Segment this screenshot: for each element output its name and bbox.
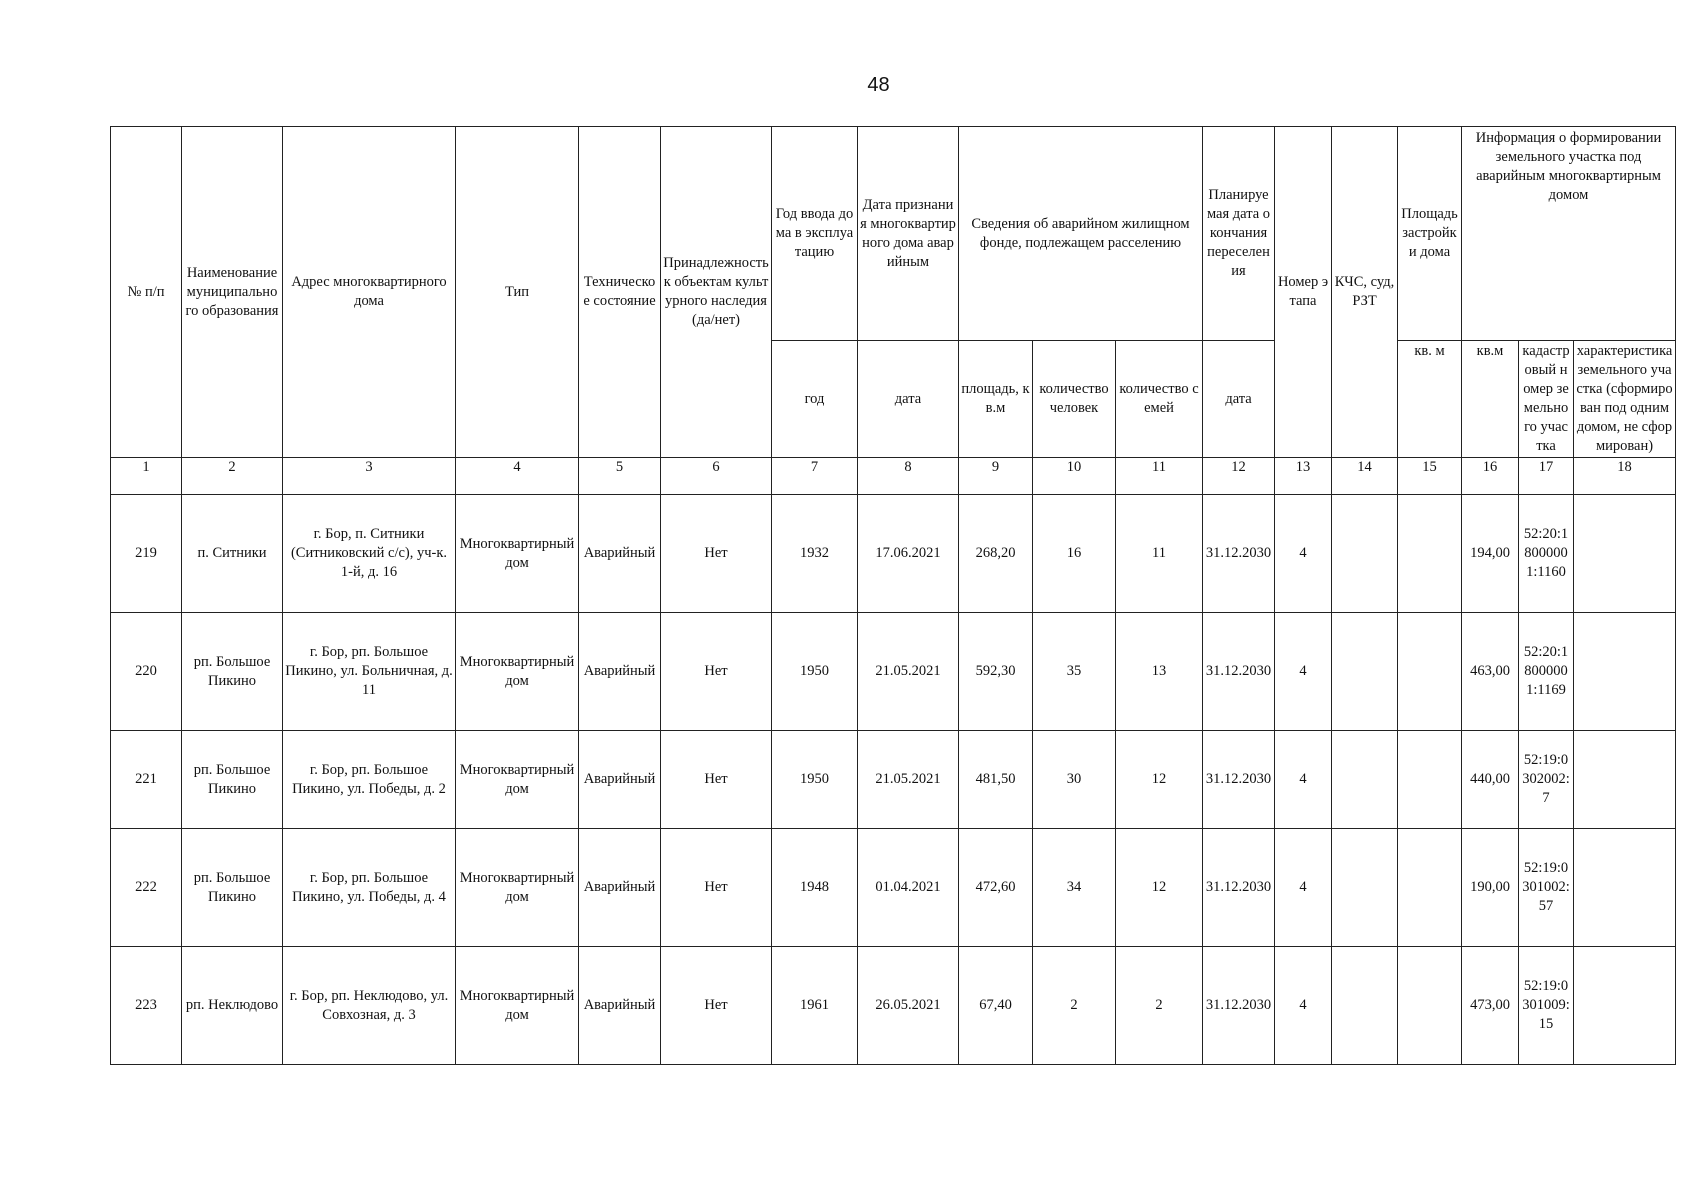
cell-technical-state: Аварийный <box>579 731 661 829</box>
cell-heritage: Нет <box>661 829 772 947</box>
cell-area: 268,20 <box>959 495 1033 613</box>
cell-cadastral-number: 52:20:18000001:1169 <box>1519 613 1574 731</box>
column-number: 11 <box>1116 458 1203 495</box>
cell-families: 2 <box>1116 947 1203 1065</box>
column-number: 3 <box>283 458 456 495</box>
header-technical-state: Техническое состояние <box>579 127 661 458</box>
cell-commission-year: 1948 <box>772 829 858 947</box>
cell-row-number: 222 <box>111 829 182 947</box>
cell-municipality: рп. Большое Пикино <box>182 829 283 947</box>
cell-end-date: 31.12.2030 <box>1203 947 1275 1065</box>
cell-families: 12 <box>1116 829 1203 947</box>
cell-address: г. Бор, рп. Большое Пикино, ул. Победы, д. 2 <box>283 731 456 829</box>
subheader-building-area-unit: кв. м <box>1398 341 1462 458</box>
cell-recognition-date: 01.04.2021 <box>858 829 959 947</box>
subheader-people: количество человек <box>1033 341 1116 458</box>
column-number: 7 <box>772 458 858 495</box>
cell-heritage: Нет <box>661 495 772 613</box>
page-number: 48 <box>867 74 890 96</box>
cell-families: 13 <box>1116 613 1203 731</box>
cell-building-area <box>1398 947 1462 1065</box>
cell-commission-year: 1950 <box>772 731 858 829</box>
column-number-row <box>111 458 1676 495</box>
cell-kchs <box>1332 495 1398 613</box>
cell-municipality: рп. Большое Пикино <box>182 613 283 731</box>
cell-families: 11 <box>1116 495 1203 613</box>
cell-type: Многоквартирный дом <box>456 613 579 731</box>
subheader-area: площадь, кв.м <box>959 341 1033 458</box>
column-number: 14 <box>1332 458 1398 495</box>
cell-heritage: Нет <box>661 613 772 731</box>
cell-cadastral-number: 52:19:0301009:15 <box>1519 947 1574 1065</box>
cell-type: Многоквартирный дом <box>456 829 579 947</box>
column-number: 16 <box>1462 458 1519 495</box>
cell-heritage: Нет <box>661 947 772 1065</box>
cell-area: 67,40 <box>959 947 1033 1065</box>
cell-technical-state: Аварийный <box>579 829 661 947</box>
cell-recognition-date: 17.06.2021 <box>858 495 959 613</box>
column-number: 6 <box>661 458 772 495</box>
cell-municipality: рп. Неклюдово <box>182 947 283 1065</box>
cell-land-characteristic <box>1574 947 1676 1065</box>
cell-address: г. Бор, рп. Большое Пикино, ул. Больничная, д. 11 <box>283 613 456 731</box>
header-municipality: Наименование муниципального образования <box>182 127 283 458</box>
cell-row-number: 221 <box>111 731 182 829</box>
cell-land-characteristic <box>1574 829 1676 947</box>
table-row <box>111 731 1676 829</box>
cell-kchs <box>1332 829 1398 947</box>
cell-area: 481,50 <box>959 731 1033 829</box>
header-stage-number: Номер этапа <box>1275 127 1332 458</box>
header-land-info-group <box>1462 127 1676 341</box>
cell-cadastral-number: 52:19:0302002:7 <box>1519 731 1574 829</box>
cell-type: Многоквартирный дом <box>456 731 579 829</box>
cell-recognition-date: 21.05.2021 <box>858 613 959 731</box>
cell-kchs <box>1332 613 1398 731</box>
cell-families: 12 <box>1116 731 1203 829</box>
header-row-number: № п/п <box>111 127 182 458</box>
column-number: 1 <box>111 458 182 495</box>
cell-row-number: 219 <box>111 495 182 613</box>
cell-kchs <box>1332 731 1398 829</box>
header-housing-info-group: Сведения об аварийном жилищном фонде, подлежащем расселению <box>959 127 1203 341</box>
cell-commission-year: 1932 <box>772 495 858 613</box>
cell-stage: 4 <box>1275 829 1332 947</box>
cell-row-number: 220 <box>111 613 182 731</box>
cell-stage: 4 <box>1275 613 1332 731</box>
cell-area: 472,60 <box>959 829 1033 947</box>
header-planned-end-date: Планируемая дата окончания переселения <box>1203 127 1275 341</box>
cell-address: г. Бор, п. Ситники (Ситниковский с/с), уч-к. 1-й, д. 16 <box>283 495 456 613</box>
cell-land-area: 194,00 <box>1462 495 1519 613</box>
subheader-land-area-unit: кв.м <box>1462 341 1519 458</box>
cell-type: Многоквартирный дом <box>456 947 579 1065</box>
header-heritage: Принадлежность к объектам культурного наследия (да/нет) <box>661 127 772 458</box>
header-kchs: КЧС, суд, РЗТ <box>1332 127 1398 458</box>
header-commission-year: Год ввода дома в эксплуатацию <box>772 127 858 341</box>
column-number: 8 <box>858 458 959 495</box>
column-number: 10 <box>1033 458 1116 495</box>
cell-stage: 4 <box>1275 495 1332 613</box>
cell-stage: 4 <box>1275 731 1332 829</box>
cell-address: г. Бор, рп. Неклюдово, ул. Совхозная, д. 3 <box>283 947 456 1065</box>
cell-kchs <box>1332 947 1398 1065</box>
column-number: 18 <box>1574 458 1676 495</box>
cell-land-area: 190,00 <box>1462 829 1519 947</box>
cell-address: г. Бор, рп. Большое Пикино, ул. Победы, д. 4 <box>283 829 456 947</box>
cell-building-area <box>1398 495 1462 613</box>
cell-building-area <box>1398 731 1462 829</box>
header-land-info-title: Информация о формировании земельного участка под аварийным многоквартирным домом <box>1475 130 1662 203</box>
cell-cadastral-number: 52:19:0301002:57 <box>1519 829 1574 947</box>
cell-technical-state: Аварийный <box>579 613 661 731</box>
cell-end-date: 31.12.2030 <box>1203 829 1275 947</box>
cell-stage: 4 <box>1275 947 1332 1065</box>
header-recognition-date: Дата признания многоквартирного дома аварийным <box>858 127 959 341</box>
emergency-housing-table <box>110 126 1676 1065</box>
cell-commission-year: 1950 <box>772 613 858 731</box>
column-number: 9 <box>959 458 1033 495</box>
cell-end-date: 31.12.2030 <box>1203 495 1275 613</box>
cell-end-date: 31.12.2030 <box>1203 731 1275 829</box>
cell-people: 34 <box>1033 829 1116 947</box>
column-number: 4 <box>456 458 579 495</box>
cell-municipality: рп. Большое Пикино <box>182 731 283 829</box>
cell-people: 2 <box>1033 947 1116 1065</box>
header-land-characteristic: характеристика земельного участка (сформирован под одним домом, не сформирован) <box>1574 341 1676 458</box>
column-number: 2 <box>182 458 283 495</box>
cell-land-area: 463,00 <box>1462 613 1519 731</box>
cell-recognition-date: 26.05.2021 <box>858 947 959 1065</box>
cell-row-number: 223 <box>111 947 182 1065</box>
column-number: 13 <box>1275 458 1332 495</box>
subheader-families: количество семей <box>1116 341 1203 458</box>
cell-technical-state: Аварийный <box>579 947 661 1065</box>
subheader-year: год <box>772 341 858 458</box>
subheader-end-date: дата <box>1203 341 1275 458</box>
cell-recognition-date: 21.05.2021 <box>858 731 959 829</box>
column-number: 5 <box>579 458 661 495</box>
header-type: Тип <box>456 127 579 458</box>
cell-land-area: 440,00 <box>1462 731 1519 829</box>
table-row <box>111 829 1676 947</box>
cell-municipality: п. Ситники <box>182 495 283 613</box>
cell-people: 35 <box>1033 613 1116 731</box>
column-number: 15 <box>1398 458 1462 495</box>
table-row <box>111 947 1676 1065</box>
header-address: Адрес многоквартирного дома <box>283 127 456 458</box>
column-number: 12 <box>1203 458 1275 495</box>
subheader-date: дата <box>858 341 959 458</box>
cell-end-date: 31.12.2030 <box>1203 613 1275 731</box>
cell-area: 592,30 <box>959 613 1033 731</box>
cell-technical-state: Аварийный <box>579 495 661 613</box>
header-cadastral-number: кадастровый номер земельного участка <box>1519 341 1574 458</box>
cell-heritage: Нет <box>661 731 772 829</box>
cell-land-characteristic <box>1574 613 1676 731</box>
cell-type: Многоквартирный дом <box>456 495 579 613</box>
cell-land-area: 473,00 <box>1462 947 1519 1065</box>
cell-people: 30 <box>1033 731 1116 829</box>
cell-building-area <box>1398 829 1462 947</box>
table-row <box>111 495 1676 613</box>
cell-cadastral-number: 52:20:18000001:1160 <box>1519 495 1574 613</box>
cell-land-characteristic <box>1574 495 1676 613</box>
cell-commission-year: 1961 <box>772 947 858 1065</box>
cell-people: 16 <box>1033 495 1116 613</box>
table-row <box>111 613 1676 731</box>
header-building-area: Площадь застройки дома <box>1398 127 1462 341</box>
cell-building-area <box>1398 613 1462 731</box>
cell-land-characteristic <box>1574 731 1676 829</box>
column-number: 17 <box>1519 458 1574 495</box>
